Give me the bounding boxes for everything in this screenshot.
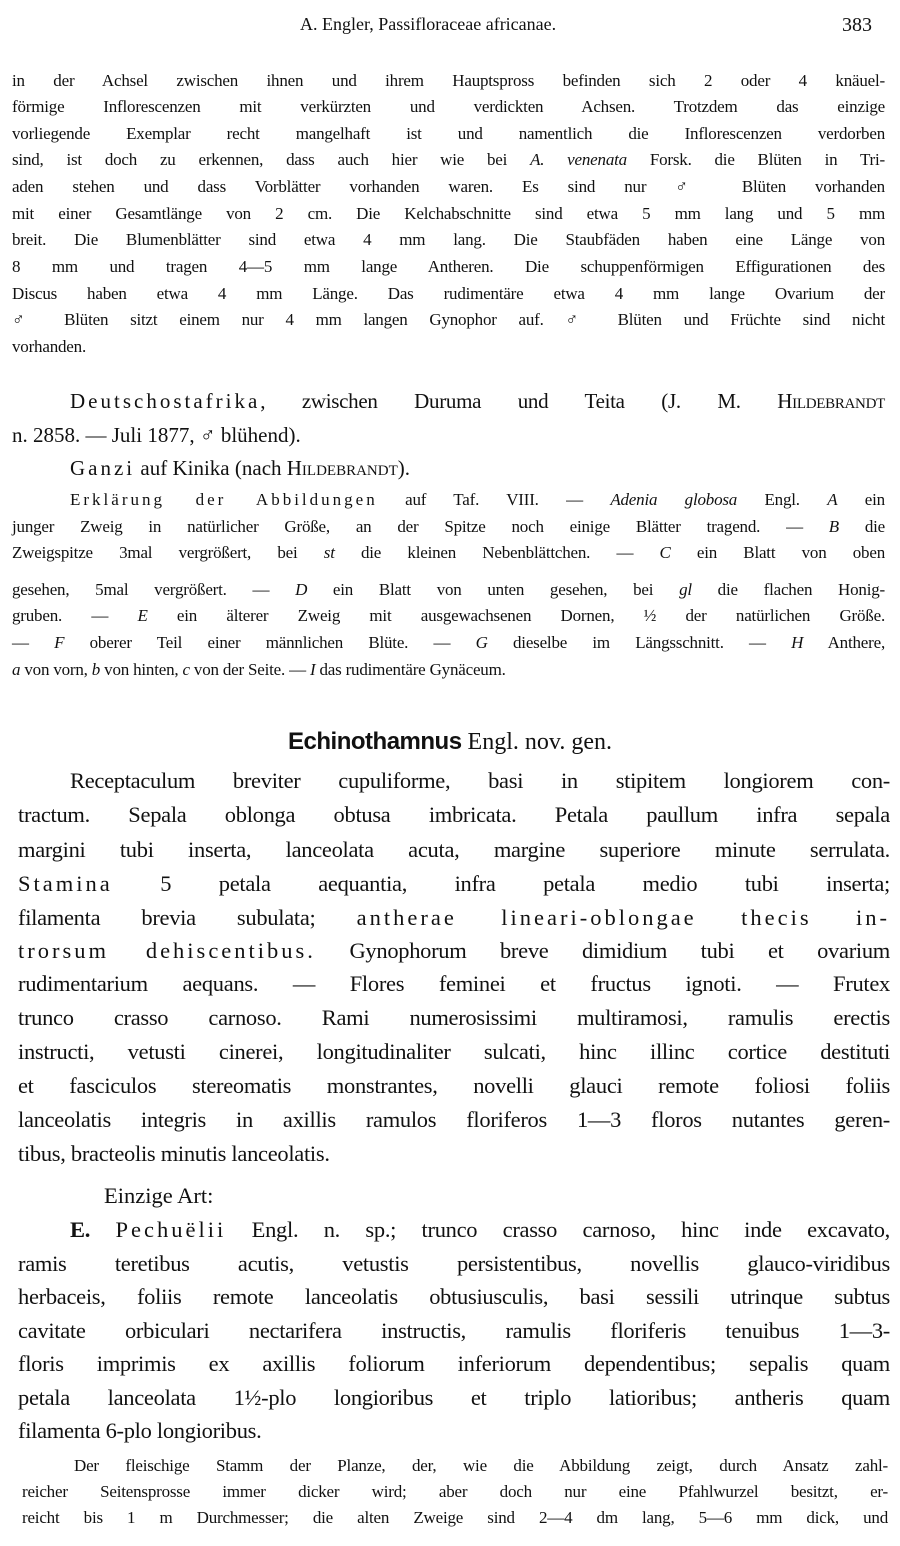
genus-heading: Echinothamnus Engl. nov. gen. [288, 728, 612, 755]
text-line: reicher Seitensprosse immer dicker wird; aber doch nur eine Pfahlwurzel besitzt, er- [22, 1482, 888, 1501]
text-line: reicht bis 1 m Durchmesser; die alten Zweige sind 2—4 dm lang, 5—6 mm dick, und [22, 1508, 888, 1527]
species-initial: E. [70, 1217, 91, 1242]
text-line: margini tubi inserta, lanceolata acuta, margine superiore minute serrulata. [18, 837, 890, 862]
text-line: floris imprimis ex axillis foliorum inferiorum dependentibus; sepalis quam [18, 1351, 890, 1376]
locality-line: Ganzi auf Kinika (nach Hildebrandt). [70, 456, 411, 480]
text-line: in der Achsel zwischen ihnen und ihrem Hauptspross befinden sich 2 oder 4 knäuel- [12, 71, 885, 90]
species-name: A. venenata [530, 150, 627, 169]
species-intro: Einzige Art: [104, 1183, 214, 1208]
text-line: förmige Inflorescenzen mit verkürzten und verdickten Achsen. Trotzdem das einzige [12, 97, 885, 116]
text-line: Receptaculum breviter cupuliforme, basi in stipitem longiorem con- [70, 768, 890, 793]
collector-name: Hildebrandt [286, 456, 398, 480]
text-line: vorliegende Exemplar recht mangelhaft ist und namentlich die Inflorescenzen verdorben [12, 124, 885, 143]
text-line: breit. Die Blumenblätter sind etwa 4 mm lang. Die Staubfäden haben eine Länge von [12, 230, 885, 249]
locality-region: Deutschostafrika [70, 389, 261, 413]
text-line: instructi, vetusti cinerei, longitudinaliter sulcati, hinc illinc cortice destituti [18, 1039, 890, 1064]
text-line: lanceolatis integris in axillis ramulos floriferos 1—3 floros nutantes geren- [18, 1107, 890, 1132]
text-line: 8 mm und tragen 4—5 mm lange Antheren. Die schuppenförmigen Effigurationen des [12, 257, 885, 276]
text-line: Discus haben etwa 4 mm Länge. Das rudimentäre etwa 4 mm lange Ovarium der [12, 284, 885, 303]
locality-line: Deutschostafrika, zwischen Duruma und Teita (J. M. Hildebrandt [70, 389, 885, 413]
text-line: ramis teretibus acutis, vetustis persistentibus, novellis glauco-viridibus [18, 1251, 890, 1276]
text-line: sind, ist doch zu erkennen, dass auch hier wie bei A. venenata Forsk. die Blüten in Tri- [12, 150, 886, 169]
species-epithet: Pechuëlii [115, 1217, 227, 1242]
page-number: 383 [842, 14, 872, 36]
text-line: filamenta brevia subulata; antherae lineari-oblongae thecis in- [18, 905, 891, 930]
text-line: cavitate orbiculari nectarifera instructis, ramulis floriferis tenuibus 1—3- [18, 1318, 890, 1343]
text-line: mit einer Gesamtlänge von 2 cm. Die Kelchabschnitte sind etwa 5 mm lang und 5 mm [12, 204, 885, 223]
text-line: trorsum dehiscentibus. Gynophorum breve dimidium tubi et ovarium [18, 938, 890, 963]
text-line: tractum. Sepala oblonga obtusa imbricata. Petala paullum infra sepala [18, 802, 890, 827]
text-line: trunco crasso carnoso. Rami numerosissimi multiramosi, ramulis erectis [18, 1005, 890, 1030]
text-line: gesehen, 5mal vergrößert. — D ein Blatt von unten gesehen, bei gl die flachen Honig- [12, 580, 885, 599]
text-line: E. Pechuëlii Engl. n. sp.; truncо crasso carnoso, hinc inde excavato, [70, 1217, 890, 1242]
text-line: — F oberer Teil einer männlichen Blüte. — G dieselbe im Längsschnitt. — H Anthere, [12, 633, 885, 652]
collector-name: Hildebrandt [777, 389, 885, 413]
locality-region: Ganzi [70, 456, 136, 480]
text-line: vorhanden. [12, 337, 87, 356]
running-title: A. Engler, Passifloraceae africanae. [300, 14, 557, 34]
text-line: ♂ Blüten sitzt einem nur 4 mm langen Gynophor auf. ♂ Blüten und Früchte sind nicht [12, 310, 885, 329]
text-line: a von vorn, b von hinten, c von der Seite. — I das rudimentäre Gynäceum. [12, 660, 506, 679]
text-line: Der fleischige Stamm der Planze, der, wie die Abbildung zeigt, durch Ansatz zahl- [74, 1456, 888, 1475]
text-line: junger Zweig in natürlicher Größe, an der Spitze noch einige Blätter tragend. — B die [12, 517, 885, 536]
locality-line: n. 2858. — Juli 1877, ♂ blühend). [12, 423, 301, 447]
text-line: Erklärung der Abbildungen auf Taf. VIII. — Adenia globosa Engl. A ein [70, 490, 885, 509]
text-line: gruben. — E ein älterer Zweig mit ausgewachsenen Dornen, ½ der natürlichen Größe. [12, 606, 885, 625]
text-line: filamenta 6-plo longioribus. [18, 1418, 262, 1443]
text-line: Zweigspitze 3mal vergrößert, bei st die kleinen Nebenblättchen. — C ein Blatt von oben [12, 543, 885, 562]
genus-name: Echinothamnus [288, 728, 462, 755]
text-line: petala lanceolata 1½-plo longioribus et triplo latioribus; antheris quam [18, 1385, 890, 1410]
text-line: tibus, bracteolis minutis lanceolatis. [18, 1141, 330, 1166]
text-line: Stamina 5 petala aequantia, infra petala medio tubi inserta; [18, 871, 890, 896]
text-line: aden stehen und dass Vorblätter vorhanden waren. Es sind nur ♂ Blüten vorhanden [12, 177, 885, 196]
text-line: et fasciculos stereomatis monstrantes, novelli glauci remote foliosi foliis [18, 1073, 890, 1098]
text-line: herbaceis, foliis remote lanceolatis obtusiusculis, basi sessili utrinque subtus [18, 1284, 890, 1309]
text-line: rudimentarium aequans. — Flores feminei et fructus ignoti. — Frutex [18, 971, 890, 996]
